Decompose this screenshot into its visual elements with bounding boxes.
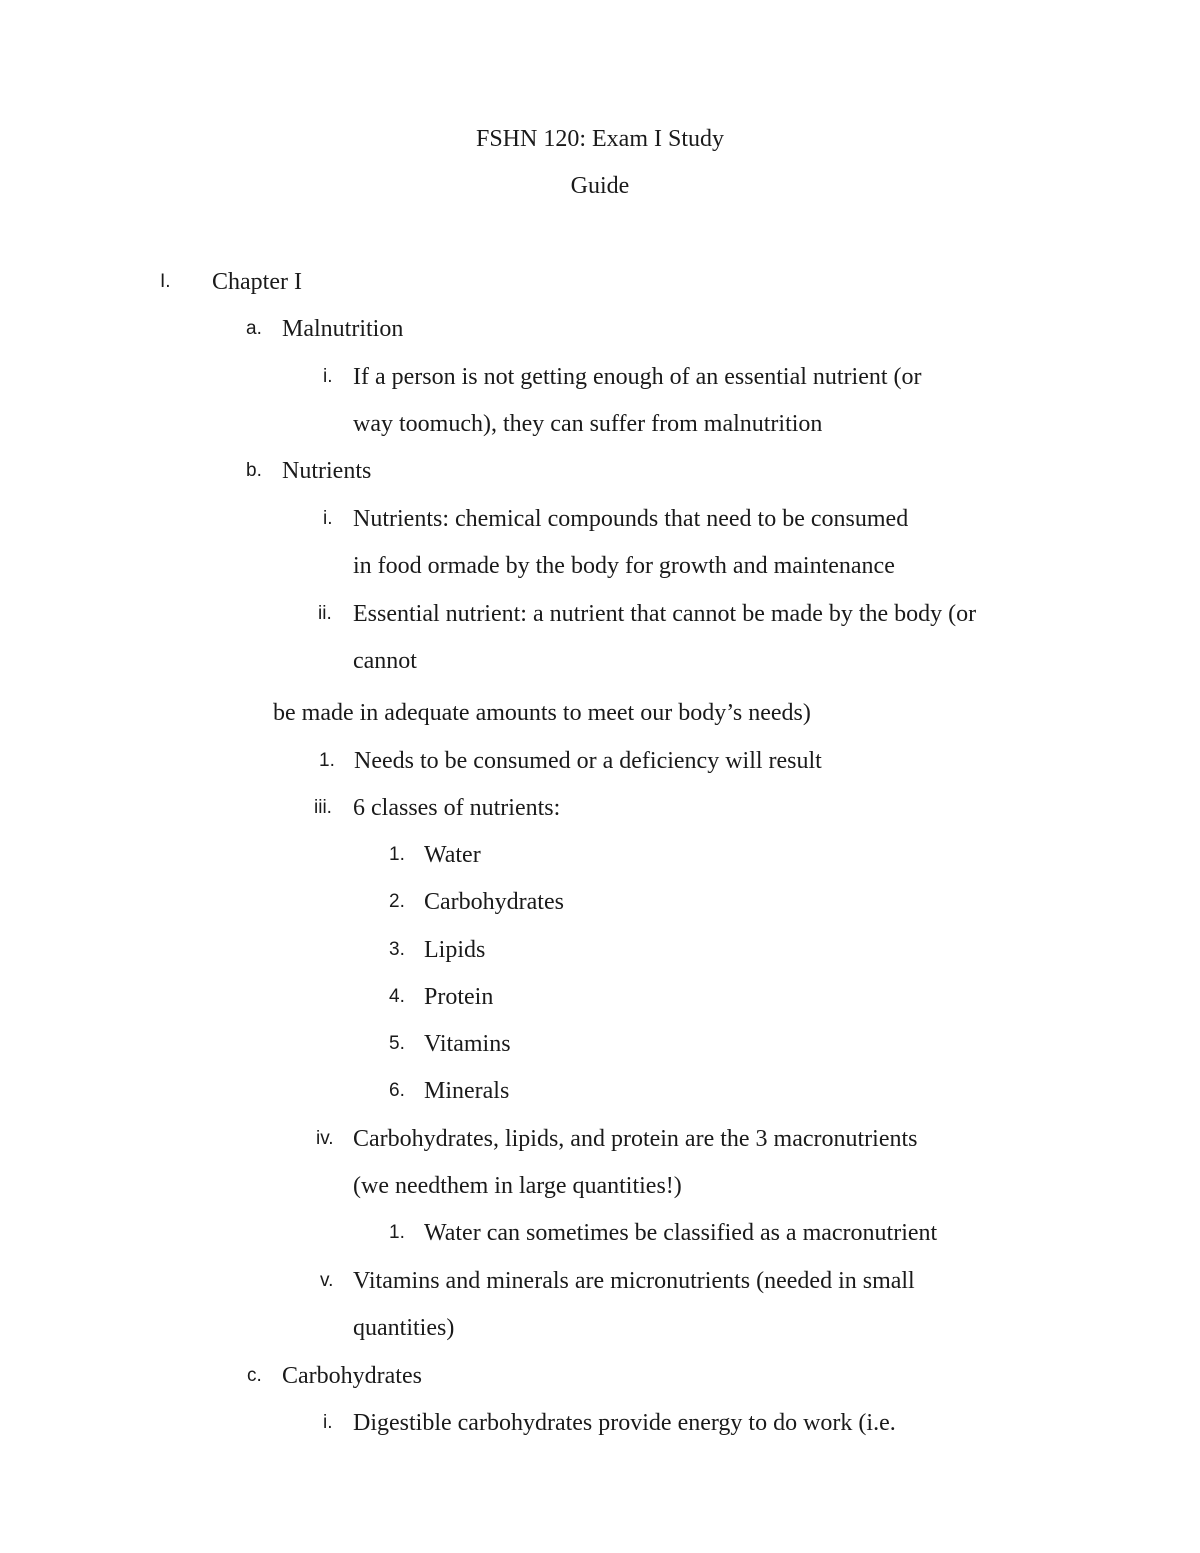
outline-item-text: cannot xyxy=(353,648,417,674)
outline-marker: c. xyxy=(247,1365,262,1386)
outline-item-text: quantities) xyxy=(353,1315,455,1341)
outline-marker: v. xyxy=(320,1270,334,1291)
document-title-line-2: Guide xyxy=(570,173,630,199)
outline-marker: i. xyxy=(323,508,333,529)
outline-item-text: Carbohydrates, lipids, and protein are the 3 macronutrients xyxy=(353,1126,918,1152)
outline-marker: 2. xyxy=(389,891,405,912)
nutrient-class-label: Water xyxy=(424,842,481,868)
outline-marker: 1. xyxy=(389,1222,405,1243)
section-heading: Malnutrition xyxy=(282,316,404,342)
section-heading: Carbohydrates xyxy=(282,1363,422,1389)
outline-item-text: 6 classes of nutrients: xyxy=(353,795,561,821)
outline-item-text: (we needthem in large quantities!) xyxy=(353,1173,682,1199)
outline-marker: 4. xyxy=(389,986,405,1007)
section-heading: Nutrients xyxy=(282,458,372,484)
outline-item-text: Essential nutrient: a nutrient that cannot be made by the body (or xyxy=(353,601,977,627)
nutrient-class-label: Vitamins xyxy=(424,1031,511,1057)
outline-marker: ii. xyxy=(318,603,332,624)
outline-marker: a. xyxy=(246,318,262,339)
nutrient-class-label: Carbohydrates xyxy=(424,889,564,915)
outline-marker: 1. xyxy=(389,844,405,865)
outline-marker: 3. xyxy=(389,939,405,960)
nutrient-class-label: Minerals xyxy=(424,1078,510,1104)
outline-item-text: Water can sometimes be classified as a macronutrient xyxy=(424,1220,938,1246)
chapter-heading: Chapter I xyxy=(212,269,302,295)
outline-item-text: in food ormade by the body for growth and maintenance xyxy=(353,553,895,579)
outline-marker: b. xyxy=(246,460,262,481)
document-title-line-1: FSHN 120: Exam I Study xyxy=(475,126,724,152)
outline-marker: i. xyxy=(323,1412,333,1433)
outline-marker: iv. xyxy=(316,1128,334,1149)
outline-marker: i. xyxy=(323,366,333,387)
outline-marker: I. xyxy=(160,271,171,292)
outline-marker: 1. xyxy=(319,750,335,771)
outline-item-text: Digestible carbohydrates provide energy to do work (i.e. xyxy=(353,1410,896,1436)
outline-item-text: Needs to be consumed or a deficiency will result xyxy=(354,748,822,774)
nutrient-class-label: Protein xyxy=(424,984,494,1010)
outline-item-text: be made in adequate amounts to meet our body’s needs) xyxy=(273,700,811,726)
outline-marker: 5. xyxy=(389,1033,405,1054)
nutrient-class-label: Lipids xyxy=(424,937,486,963)
outline-marker: 6. xyxy=(389,1080,405,1101)
outline-item-text: Nutrients: chemical compounds that need to be consumed xyxy=(353,506,909,532)
outline-item-text: way toomuch), they can suffer from malnutrition xyxy=(353,411,823,437)
outline-item-text: Vitamins and minerals are micronutrients (needed in small xyxy=(353,1268,915,1294)
outline-item-text: If a person is not getting enough of an essential nutrient (or xyxy=(353,364,922,390)
outline-marker: iii. xyxy=(314,797,332,818)
